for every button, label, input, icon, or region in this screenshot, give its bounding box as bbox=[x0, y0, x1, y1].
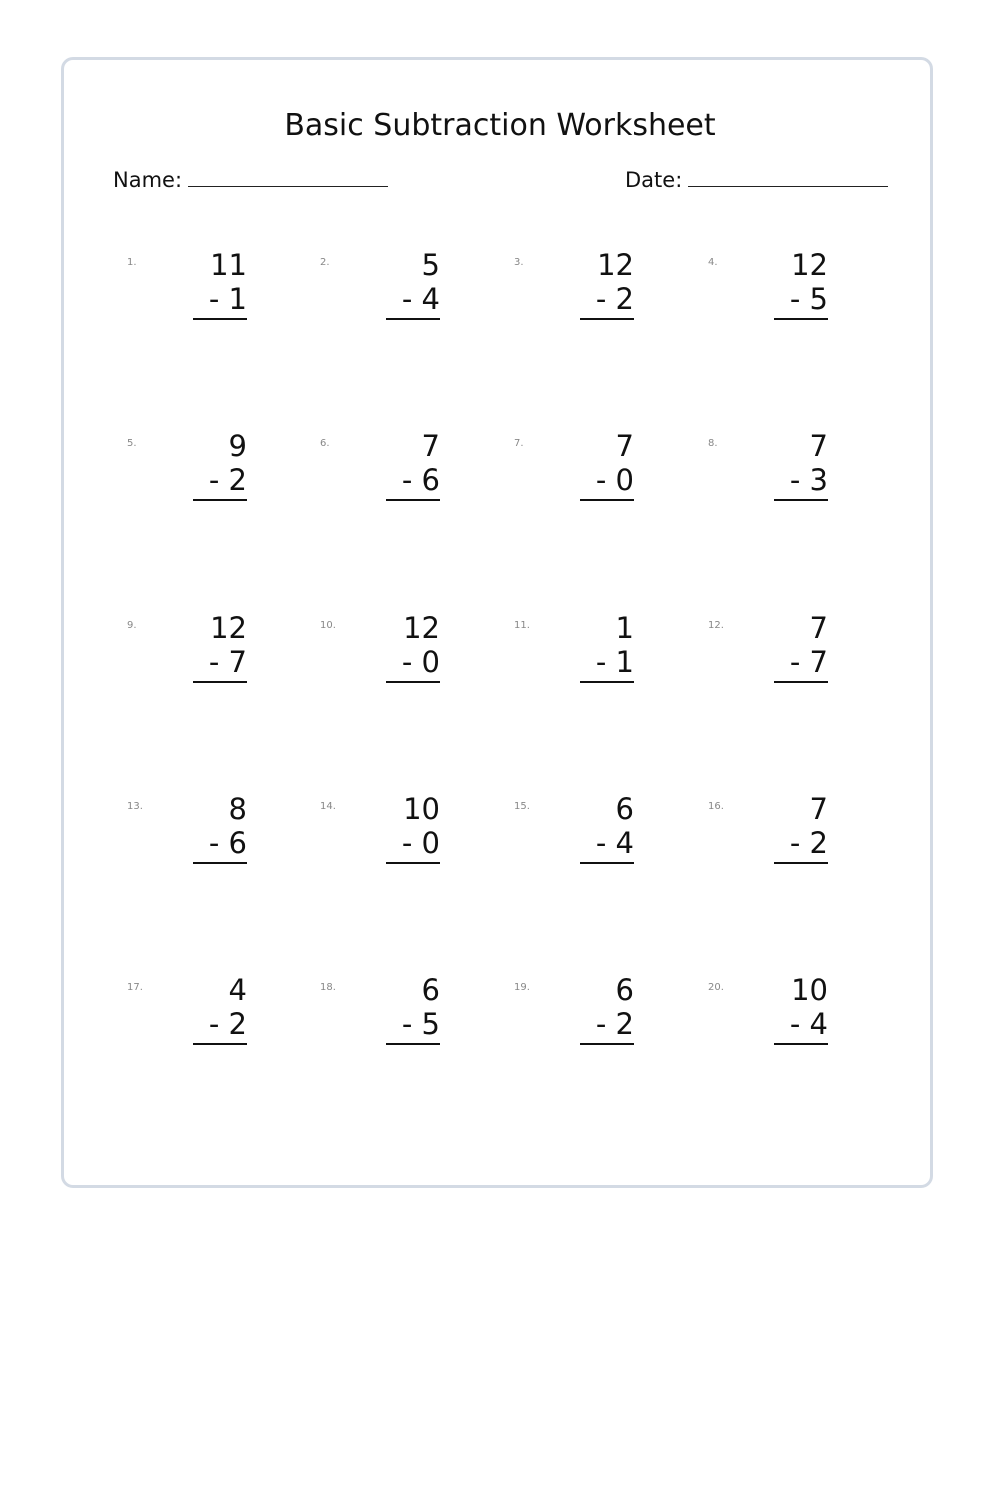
problem-item bbox=[514, 248, 654, 347]
problem-item bbox=[708, 792, 848, 891]
problem-item bbox=[320, 248, 460, 347]
problem-item bbox=[127, 611, 267, 710]
answer-line bbox=[386, 1043, 440, 1045]
subtrahend: - 0 bbox=[595, 463, 634, 497]
name-blank-line bbox=[188, 164, 388, 187]
problem-item bbox=[127, 248, 267, 347]
minuend: 12 bbox=[403, 611, 440, 645]
problem-item bbox=[127, 429, 267, 528]
problem-number: 12. bbox=[708, 620, 724, 631]
subtrahend: - 7 bbox=[208, 645, 247, 679]
answer-line bbox=[386, 499, 440, 501]
name-field bbox=[113, 164, 388, 193]
minuend: 9 bbox=[228, 429, 247, 463]
minuend: 12 bbox=[210, 611, 247, 645]
problem-number: 3. bbox=[514, 257, 524, 268]
page-title: Basic Subtraction Worksheet bbox=[284, 108, 716, 143]
problem-number: 19. bbox=[514, 982, 530, 993]
date-label: Date: bbox=[625, 168, 683, 192]
minuend: 7 bbox=[809, 792, 828, 826]
answer-line bbox=[580, 1043, 634, 1045]
minuend: 10 bbox=[791, 973, 828, 1007]
minuend: 10 bbox=[403, 792, 440, 826]
problem-number: 20. bbox=[708, 982, 724, 993]
minuend: 7 bbox=[809, 429, 828, 463]
subtrahend: - 3 bbox=[789, 463, 828, 497]
subtrahend: - 5 bbox=[789, 282, 828, 316]
problem-item bbox=[320, 429, 460, 528]
minuend: 7 bbox=[421, 429, 440, 463]
minuend: 12 bbox=[597, 248, 634, 282]
minuend: 12 bbox=[791, 248, 828, 282]
minuend: 1 bbox=[615, 611, 634, 645]
minuend: 11 bbox=[210, 248, 247, 282]
answer-line bbox=[774, 318, 828, 320]
problem-number: 16. bbox=[708, 801, 724, 812]
problem-number: 9. bbox=[127, 620, 137, 631]
answer-line bbox=[580, 318, 634, 320]
subtrahend: - 2 bbox=[208, 463, 247, 497]
problem-item bbox=[127, 792, 267, 891]
answer-line bbox=[193, 681, 247, 683]
problem-number: 7. bbox=[514, 438, 524, 449]
answer-line bbox=[193, 318, 247, 320]
minuend: 5 bbox=[421, 248, 440, 282]
subtrahend: - 4 bbox=[595, 826, 634, 860]
answer-line bbox=[193, 862, 247, 864]
problem-item bbox=[320, 792, 460, 891]
subtrahend: - 6 bbox=[208, 826, 247, 860]
problem-number: 1. bbox=[127, 257, 137, 268]
answer-line bbox=[774, 862, 828, 864]
problem-number: 4. bbox=[708, 257, 718, 268]
problem-number: 6. bbox=[320, 438, 330, 449]
minuend: 6 bbox=[615, 792, 634, 826]
problem-number: 2. bbox=[320, 257, 330, 268]
answer-line bbox=[580, 499, 634, 501]
minuend: 7 bbox=[809, 611, 828, 645]
answer-line bbox=[774, 1043, 828, 1045]
problem-item bbox=[514, 792, 654, 891]
problem-item bbox=[708, 611, 848, 710]
problem-item bbox=[514, 973, 654, 1072]
problem-item bbox=[708, 429, 848, 528]
date-blank-line bbox=[688, 164, 888, 187]
problem-number: 13. bbox=[127, 801, 143, 812]
subtrahend: - 0 bbox=[401, 826, 440, 860]
problem-item bbox=[320, 611, 460, 710]
problem-number: 17. bbox=[127, 982, 143, 993]
subtrahend: - 2 bbox=[595, 282, 634, 316]
minuend: 4 bbox=[228, 973, 247, 1007]
minuend: 7 bbox=[615, 429, 634, 463]
date-field bbox=[625, 164, 888, 193]
problem-item bbox=[514, 429, 654, 528]
minuend: 8 bbox=[228, 792, 247, 826]
subtrahend: - 4 bbox=[789, 1007, 828, 1041]
problem-item bbox=[127, 973, 267, 1072]
problem-item bbox=[320, 973, 460, 1072]
subtrahend: - 5 bbox=[401, 1007, 440, 1041]
name-label: Name: bbox=[113, 168, 183, 192]
problem-number: 15. bbox=[514, 801, 530, 812]
problem-number: 8. bbox=[708, 438, 718, 449]
problem-number: 5. bbox=[127, 438, 137, 449]
minuend: 6 bbox=[615, 973, 634, 1007]
minuend: 6 bbox=[421, 973, 440, 1007]
answer-line bbox=[774, 499, 828, 501]
answer-line bbox=[193, 499, 247, 501]
subtrahend: - 1 bbox=[595, 645, 634, 679]
problem-item bbox=[514, 611, 654, 710]
problem-number: 10. bbox=[320, 620, 336, 631]
answer-line bbox=[580, 681, 634, 683]
subtrahend: - 2 bbox=[595, 1007, 634, 1041]
subtrahend: - 7 bbox=[789, 645, 828, 679]
subtrahend: - 1 bbox=[208, 282, 247, 316]
subtrahend: - 0 bbox=[401, 645, 440, 679]
answer-line bbox=[386, 862, 440, 864]
problem-number: 14. bbox=[320, 801, 336, 812]
subtrahend: - 6 bbox=[401, 463, 440, 497]
subtrahend: - 2 bbox=[208, 1007, 247, 1041]
answer-line bbox=[774, 681, 828, 683]
subtrahend: - 4 bbox=[401, 282, 440, 316]
problem-number: 18. bbox=[320, 982, 336, 993]
answer-line bbox=[386, 318, 440, 320]
answer-line bbox=[386, 681, 440, 683]
answer-line bbox=[580, 862, 634, 864]
problem-number: 11. bbox=[514, 620, 530, 631]
answer-line bbox=[193, 1043, 247, 1045]
problem-item bbox=[708, 248, 848, 347]
problem-item bbox=[708, 973, 848, 1072]
subtrahend: - 2 bbox=[789, 826, 828, 860]
